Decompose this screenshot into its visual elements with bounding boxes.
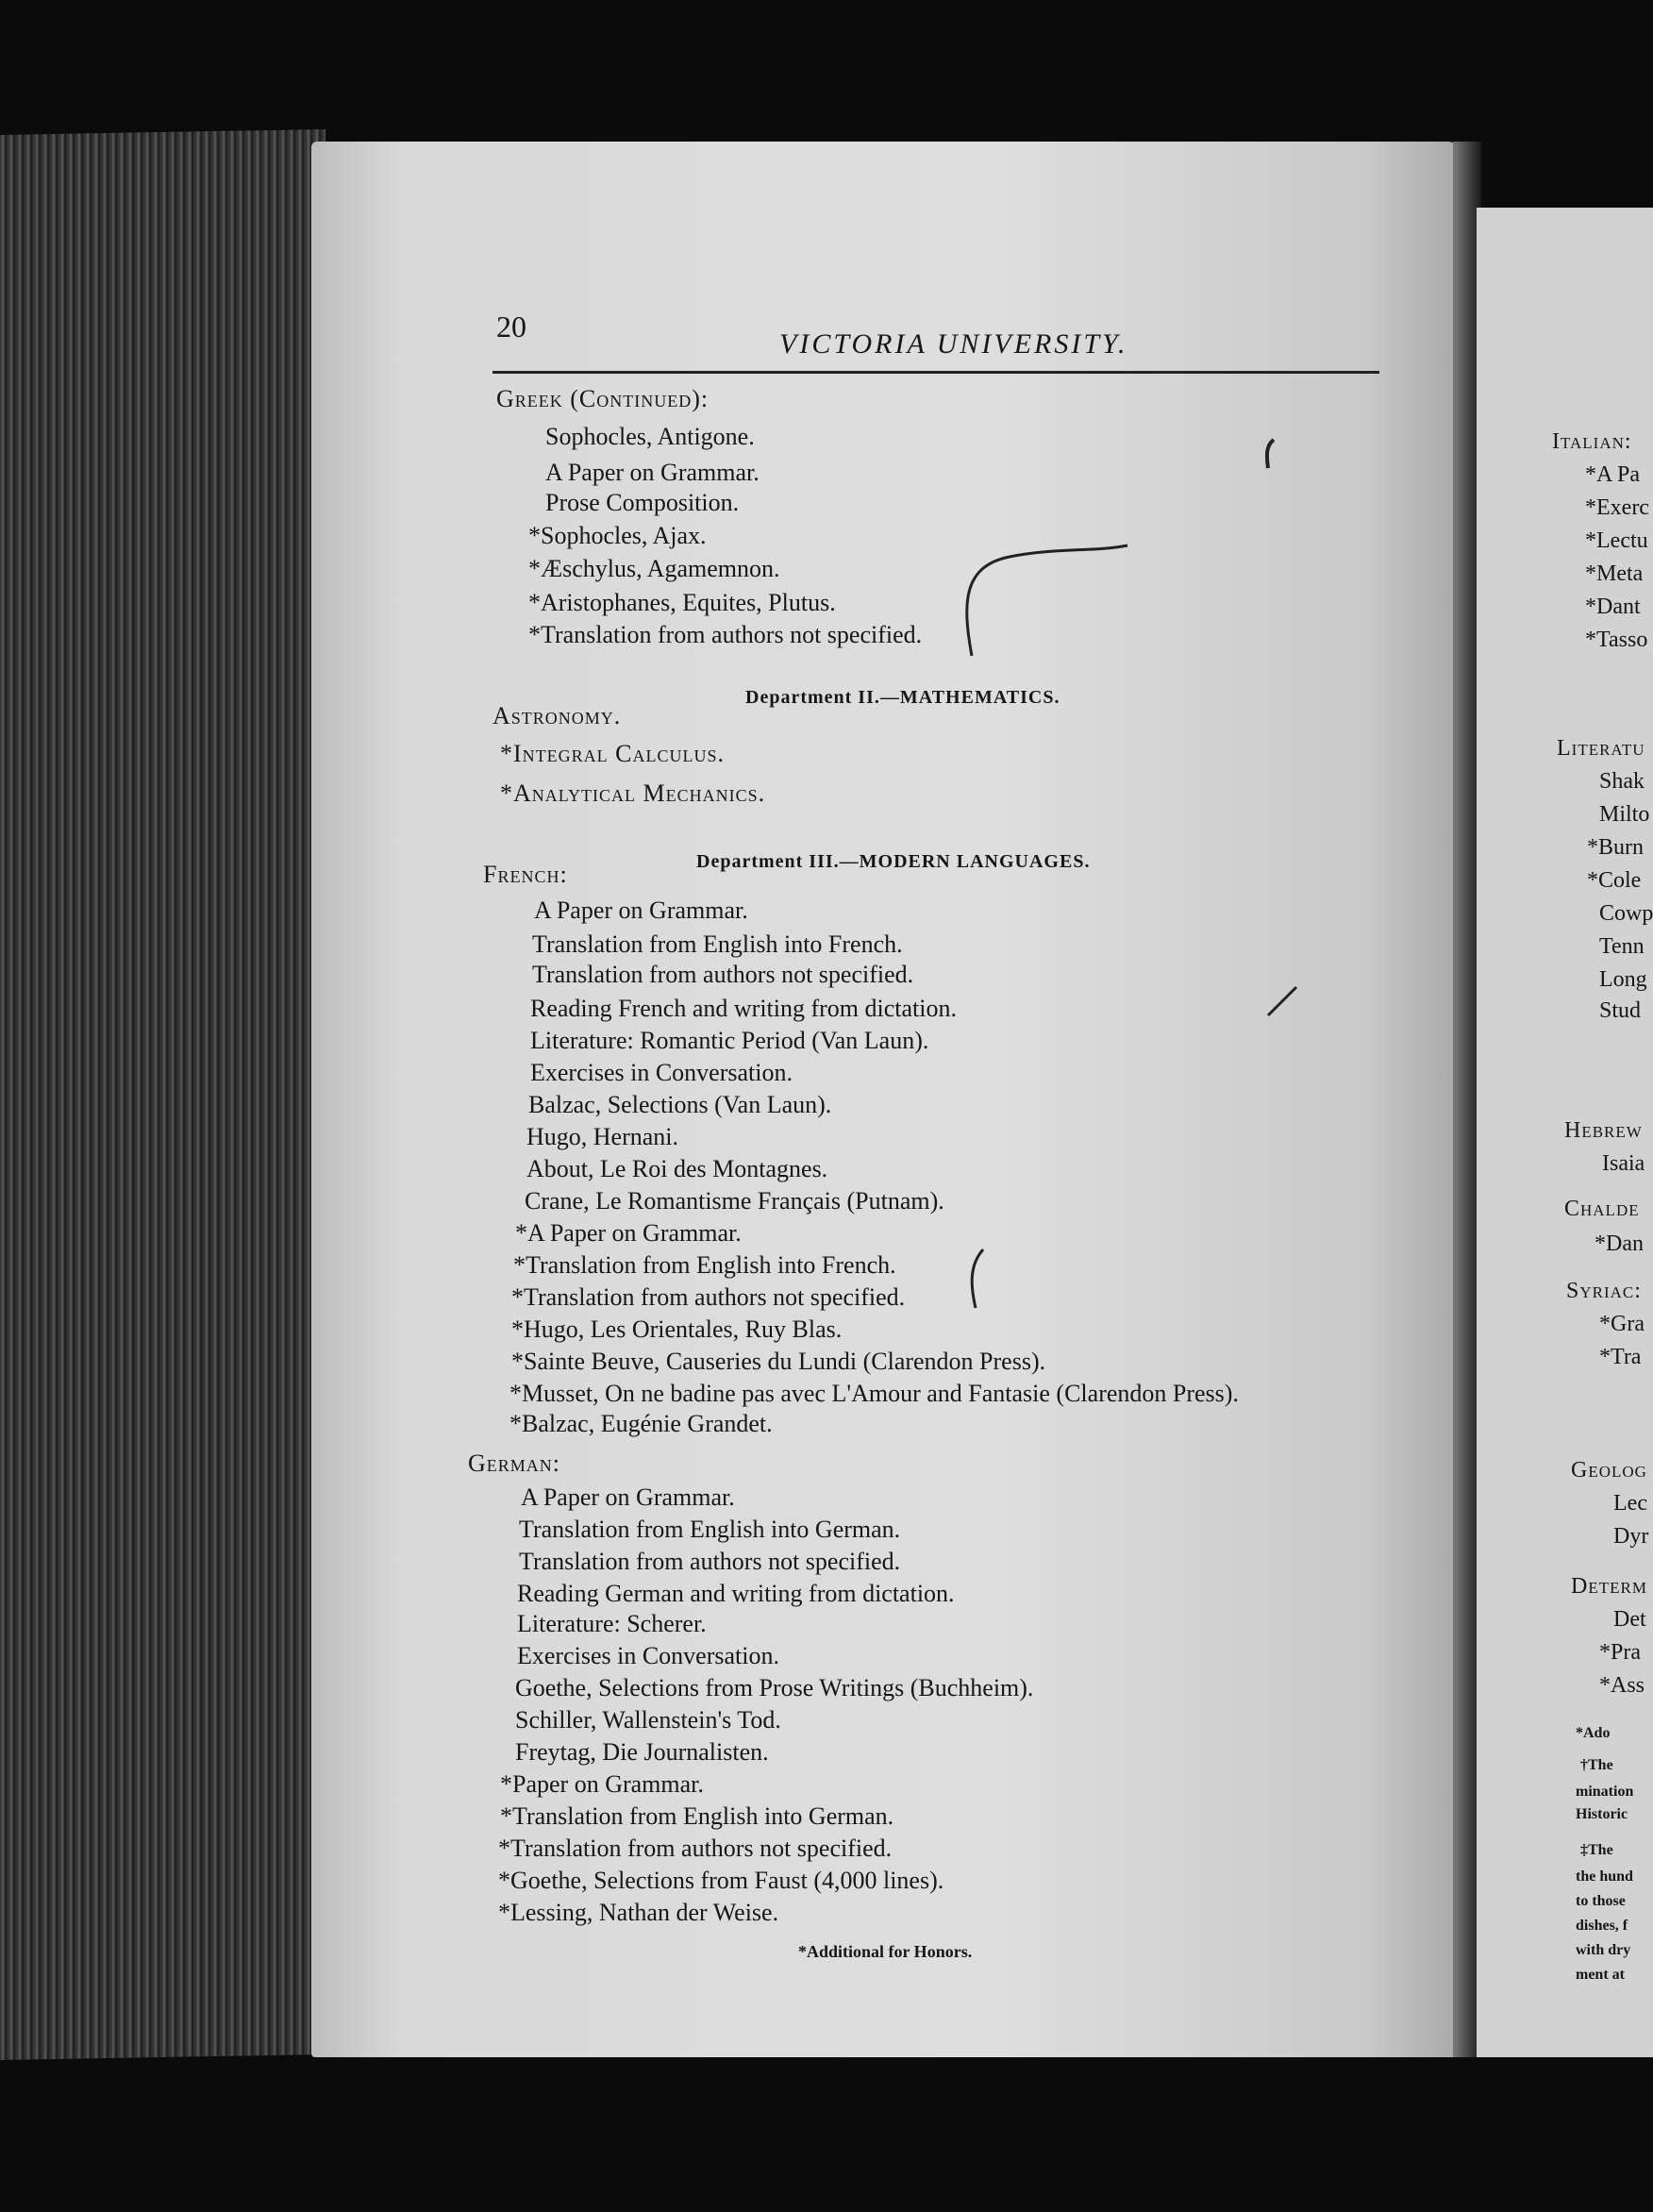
german-item: Exercises in Conversation. (517, 1642, 779, 1669)
french-item: *Sainte Beuve, Causeries du Lundi (Clarendon Press). (511, 1348, 1046, 1375)
greek-item: *Sophocles, Ajax. (528, 522, 707, 549)
greek-item: *Æschylus, Agamemnon. (528, 555, 780, 582)
right-page-note: dishes, f (1576, 1918, 1628, 1934)
right-page-line: *Pra (1599, 1640, 1641, 1665)
right-page-note: the hund (1576, 1868, 1633, 1885)
right-page-note: Historic (1576, 1806, 1628, 1822)
german-item: *Goethe, Selections from Faust (4,000 lines). (498, 1867, 944, 1894)
french-item: Literature: Romantic Period (Van Laun). (530, 1027, 929, 1054)
right-page-line: *Exerc (1585, 495, 1649, 520)
german-item: Literature: Scherer. (517, 1610, 707, 1637)
german-item: Freytag, Die Journalisten. (515, 1738, 769, 1766)
german-item: Translation from authors not specified. (519, 1548, 901, 1575)
right-page-line: Milto (1599, 802, 1650, 827)
german-item: Translation from English into German. (519, 1516, 901, 1543)
right-page-line: Italian: (1552, 429, 1632, 454)
right-page-line: *Dant (1585, 595, 1641, 619)
pen-mark (953, 528, 1142, 661)
right-page-line: *Cole (1587, 868, 1642, 893)
left-page (311, 142, 1458, 2057)
german-item: Schiller, Wallenstein's Tod. (515, 1706, 781, 1734)
right-page-line: Dyr (1613, 1524, 1649, 1549)
german-item: Reading German and writing from dictation. (517, 1580, 955, 1607)
greek-item: *Translation from authors not specified. (528, 621, 923, 648)
right-page-line: Hebrew (1564, 1118, 1643, 1143)
french-item: Exercises in Conversation. (530, 1059, 793, 1086)
right-page-line: Shak (1599, 769, 1645, 794)
right-page-line: *Dan (1595, 1232, 1644, 1256)
book-page-edges (0, 129, 326, 2060)
german-item: Goethe, Selections from Prose Writings (Buchheim). (515, 1674, 1034, 1701)
right-page-line: Chalde (1564, 1197, 1640, 1221)
right-page-note: mination (1576, 1784, 1634, 1800)
right-page-line: Isaia (1602, 1151, 1645, 1176)
running-head (496, 300, 1383, 366)
footnote: *Additional for Honors. (798, 1942, 973, 1961)
right-page-line: Det (1613, 1607, 1646, 1632)
french-item: *Hugo, Les Orientales, Ruy Blas. (511, 1315, 843, 1343)
german-item: *Translation from English into German. (500, 1802, 894, 1830)
mathematics-item: Astronomy. (493, 702, 622, 729)
right-page-line: Lec (1613, 1491, 1647, 1516)
pen-mark (962, 1246, 991, 1312)
french-item: Translation from English into French. (532, 930, 903, 958)
french-item: *A Paper on Grammar. (515, 1219, 742, 1247)
french-item: *Musset, On ne badine pas avec L'Amour and Fantasie (Clarendon Press). (509, 1380, 1239, 1407)
department-heading-mathematics: Department II.—MATHEMATICS. (745, 687, 1060, 708)
right-page-line: *Lectu (1585, 528, 1648, 553)
german-heading: German: (468, 1450, 561, 1477)
french-item: A Paper on Grammar. (534, 897, 748, 924)
french-item: Balzac, Selections (Van Laun). (528, 1091, 832, 1118)
right-page-line: Stud (1599, 998, 1642, 1023)
right-page-line: Long (1599, 967, 1647, 992)
right-page-note: †The (1580, 1757, 1613, 1773)
right-page-note: with dry (1576, 1942, 1631, 1958)
running-title: VICTORIA UNIVERSITY. (779, 328, 1128, 360)
right-page-line: *Tra (1599, 1345, 1642, 1369)
french-item: Translation from authors not specified. (532, 961, 914, 988)
right-page-note: *Ado (1576, 1725, 1611, 1741)
pen-mark (1261, 436, 1279, 474)
greek-heading: Greek (Continued): (496, 385, 710, 412)
right-page-line: Tenn (1599, 934, 1645, 959)
french-item: Reading French and writing from dictation. (530, 995, 958, 1022)
right-page-line: *Ass (1599, 1673, 1645, 1698)
right-page-line: *A Pa (1585, 462, 1641, 487)
right-page-line: *Meta (1585, 561, 1644, 586)
right-page-line: Determ (1571, 1574, 1647, 1599)
greek-item: A Paper on Grammar. (545, 459, 760, 486)
department-heading-modern-languages: Department III.—MODERN LANGUAGES. (696, 851, 1091, 872)
french-item: Hugo, Hernani. (526, 1123, 679, 1150)
french-item: About, Le Roi des Montagnes. (526, 1155, 828, 1182)
right-page-line: Cowp (1599, 901, 1653, 926)
right-page-line: Syriac: (1566, 1279, 1642, 1303)
greek-item: Sophocles, Antigone. (545, 423, 755, 450)
page-number: 20 (496, 310, 526, 344)
french-item: *Balzac, Eugénie Grandet. (509, 1410, 773, 1437)
right-page-line: *Burn (1587, 835, 1644, 860)
french-item: Crane, Le Romantisme Français (Putnam). (525, 1187, 944, 1215)
french-item: *Translation from authors not specified. (511, 1283, 906, 1311)
german-item: *Paper on Grammar. (500, 1770, 704, 1798)
german-item: *Translation from authors not specified. (498, 1835, 893, 1862)
right-page-note: ‡The (1580, 1842, 1613, 1858)
german-item: A Paper on Grammar. (521, 1483, 735, 1511)
right-page-note: ment at (1576, 1967, 1625, 1983)
mathematics-item: *Integral Calculus. (500, 740, 725, 767)
french-heading: French: (483, 861, 568, 888)
french-item: *Translation from English into French. (513, 1251, 896, 1279)
greek-item: Prose Composition. (545, 489, 740, 516)
german-item: *Lessing, Nathan der Weise. (498, 1899, 779, 1926)
right-page-line: *Gra (1599, 1312, 1645, 1336)
right-page-note: to those (1576, 1893, 1626, 1909)
pen-mark (1264, 981, 1302, 1019)
right-page-line: Geolog (1571, 1458, 1647, 1483)
header-rule (493, 371, 1379, 374)
right-page-line: *Tasso (1585, 628, 1648, 652)
right-page-line: Literatu (1557, 736, 1645, 761)
greek-item: *Aristophanes, Equites, Plutus. (528, 589, 836, 616)
mathematics-item: *Analytical Mechanics. (500, 779, 766, 807)
